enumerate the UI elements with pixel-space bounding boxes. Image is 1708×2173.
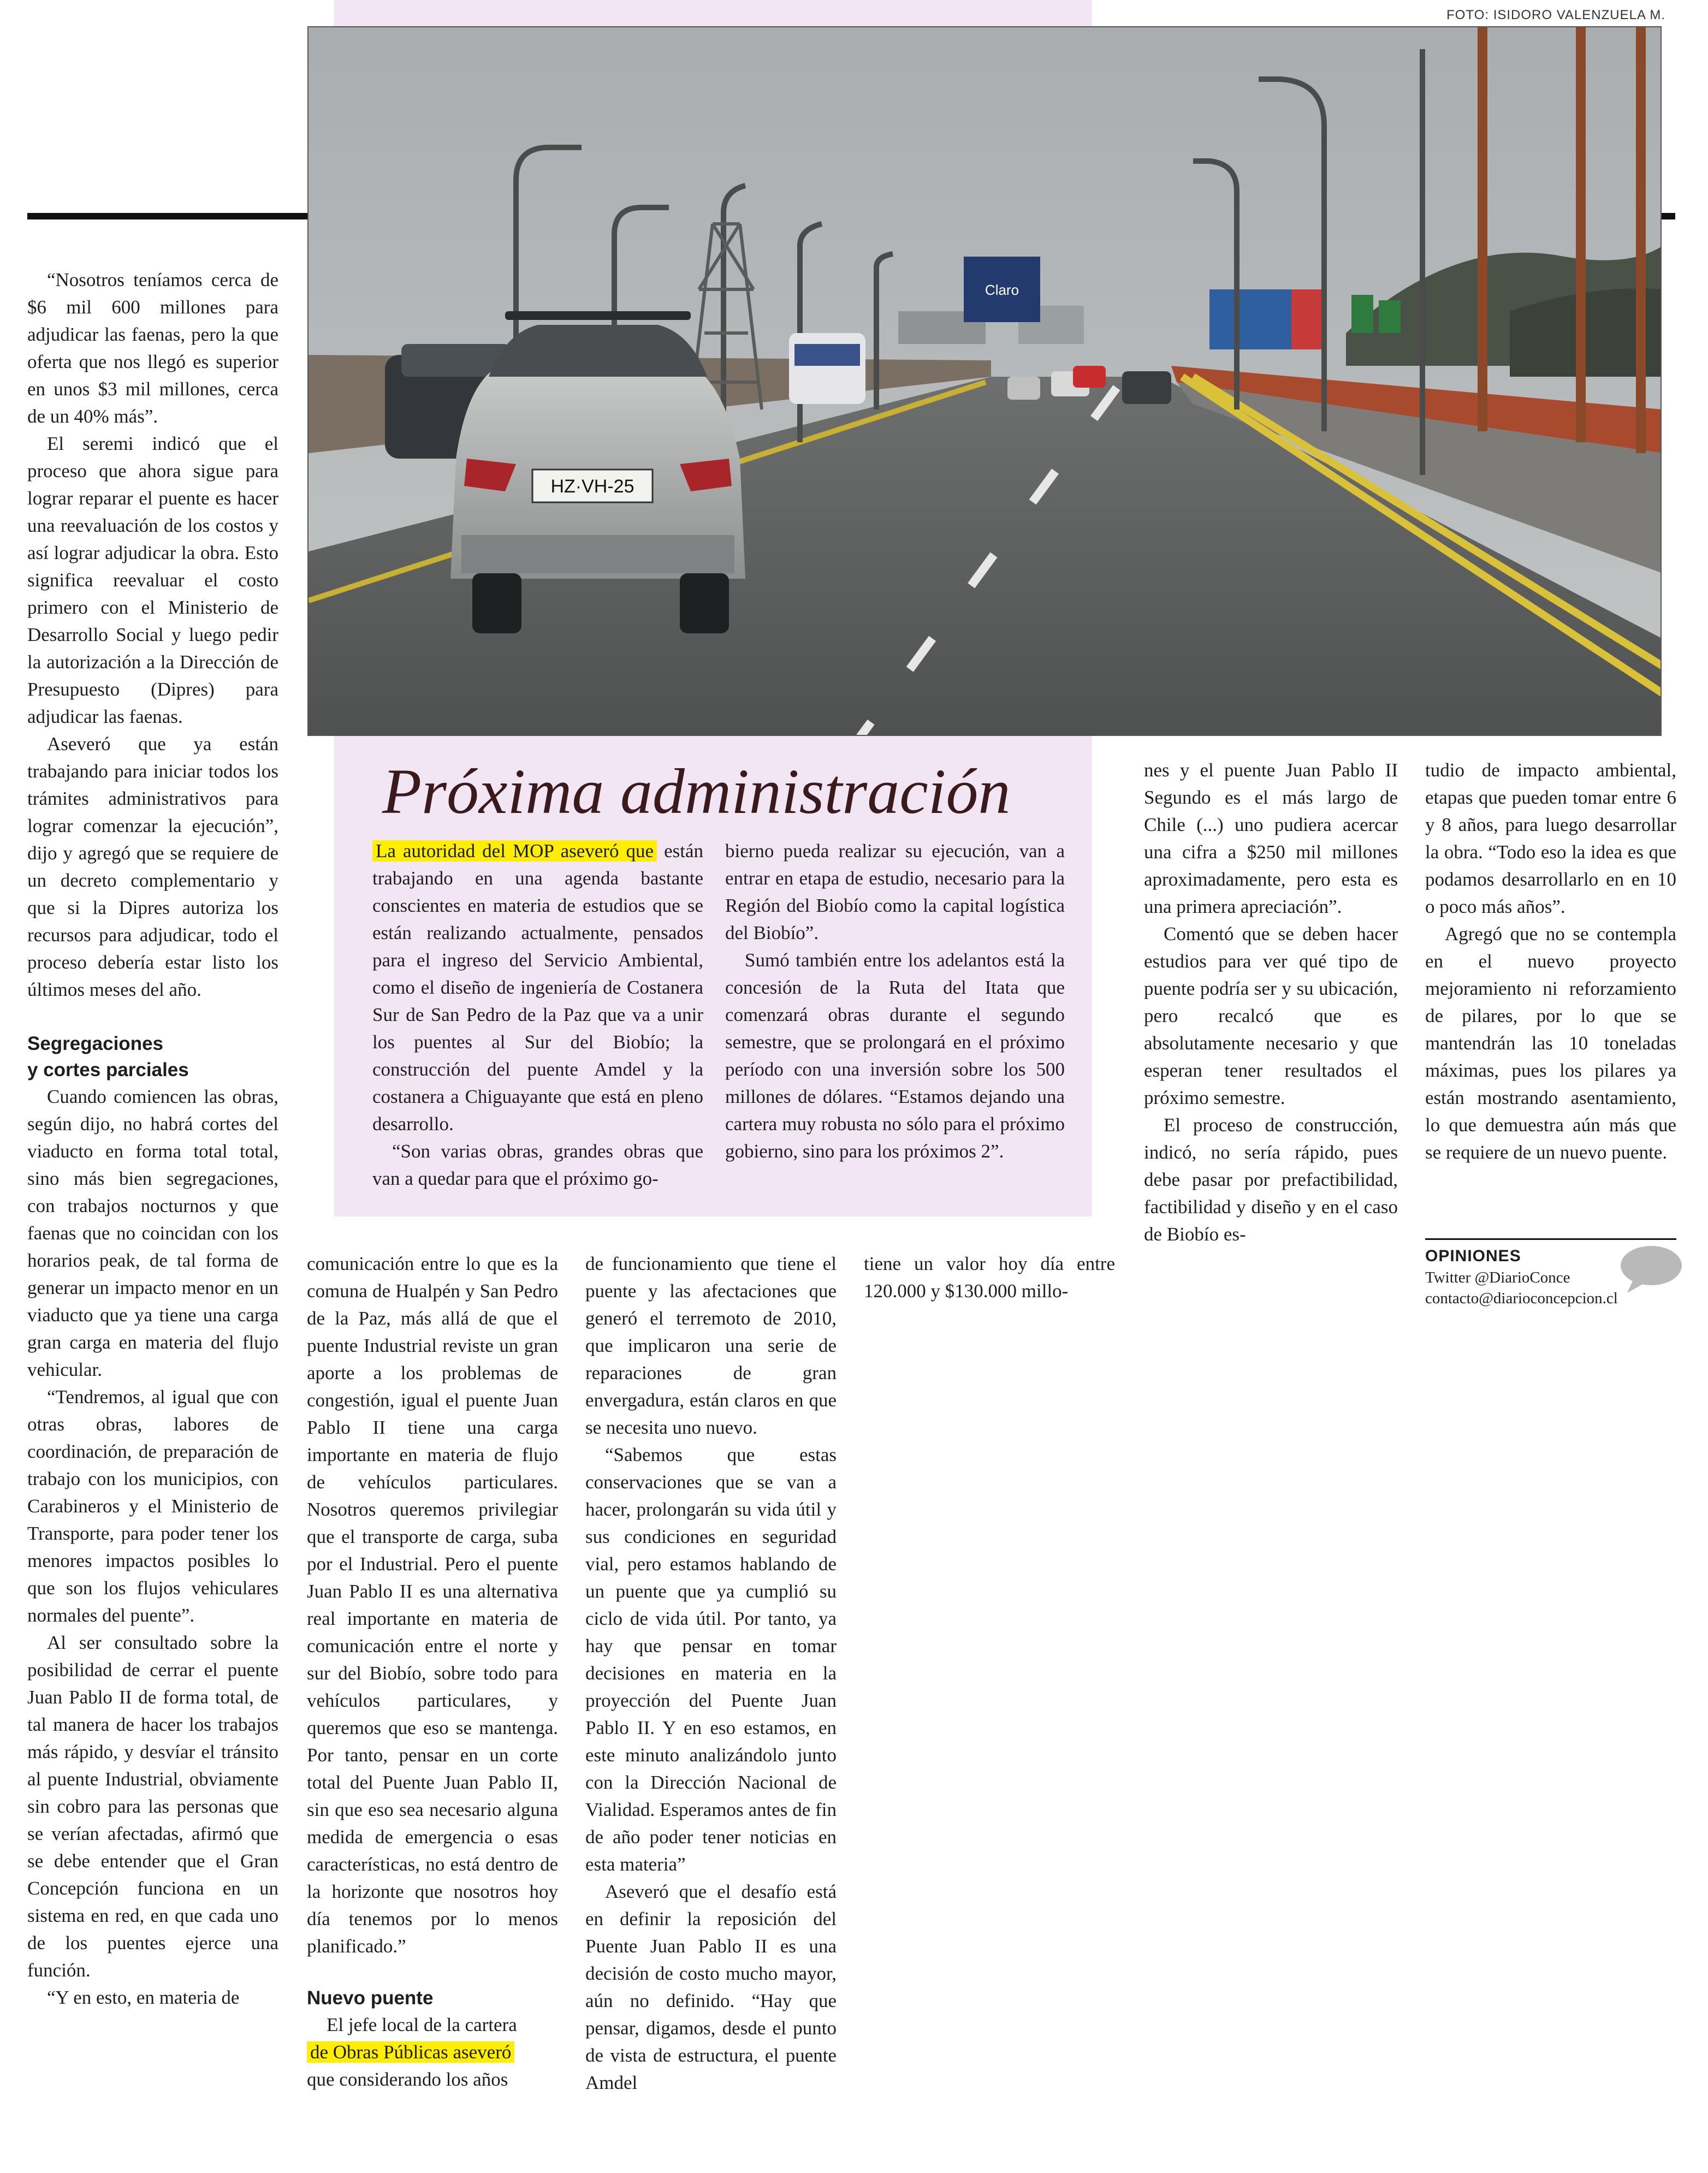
highlighted-text-2: de Obras Públicas aseveró xyxy=(307,2041,514,2063)
highlighted-text: La autoridad del MOP aseveró que xyxy=(372,840,657,862)
cole-paragraph-2: Comentó que se deben hacer estudios para ver qué tipo de puente podría ser y su ubicación, pero recalcó que es absolutamente necesario y que esperan tener resultados el próximo semestre. xyxy=(1144,923,1398,1108)
opiniones-label: OPINIONES xyxy=(1425,1247,1521,1265)
box-title: Próxima administración xyxy=(382,756,1011,827)
speech-bubble-icon xyxy=(1617,1244,1683,1294)
box-paragraph-2: “Son varias obras, grandes obras que van a quedar para que el próximo go- xyxy=(372,1141,703,1189)
photo-credit: FOTO: ISIDORO VALENZUELA M. xyxy=(1446,8,1665,22)
box-column-2 xyxy=(725,838,1065,1165)
box-paragraph-1: La autoridad del MOP aseveró que están trabajando en una agenda bastante conscientes en materia de estudios que se están realizando actualmente, pensados para el ingreso del Servicio Ambiental, como el diseño de ingeniería de Costanera Sur de San Pedro de la Paz que va a unir los puentes al Sur del Biobío; la construcción del puente Amdel y la costanera a Chiguayante que está en pleno desarrollo. xyxy=(372,840,704,1135)
colf-paragraph-1: tudio de impacto ambiental, etapas que pueden tomar entre 6 y 8 años, para luego desarrollar la obra. “Todo eso la idea es que podamos desarrollarlo en en 10 o poco más años”. xyxy=(1425,759,1676,917)
opiniones-email: contacto@diarioconcepcion.cl xyxy=(1425,1290,1618,1307)
subheading-nuevo-puente: Nuevo puente xyxy=(307,1987,434,2009)
section-rule-left xyxy=(27,213,311,219)
bridge-road-photo xyxy=(307,26,1662,736)
box-paragraph-3: bierno pueda realizar su ejecución, van a entrar en etapa de estudio, necesario para la Región del Biobío como la capital logística del Biobío”. xyxy=(725,840,1065,943)
article-column-e xyxy=(1144,757,1398,1248)
article-column-d xyxy=(864,1250,1115,1305)
left-paragraph-2: El seremi indicó que el proceso que ahora sigue para lograr reparar el puente es hacer una reevaluación de los costos y así lograr adjudicar la obra. Esto significa reevaluar el costo primero con el Ministerio de Desarrollo Social y luego pedir la autorización a la Dirección de Presupuesto (Dipres) para adjudicar las faenas. xyxy=(27,433,278,727)
opiniones-twitter: Twitter @DiarioConce xyxy=(1425,1269,1570,1286)
cold-paragraph-1: tiene un valor hoy día entre 120.000 y $130.000 millo- xyxy=(864,1253,1115,1302)
article-column-c xyxy=(585,1250,837,2097)
colb-paragraph-1: comunicación entre lo que es la comuna de Hualpén y San Pedro de la Paz, más allá de que el puente Industrial reviste un gran aporte a los problemas de congestión, igual el puente Juan Pablo II tiene una carga importante en materia de flujo de vehículos particulares. Nosotros queremos privilegiar que el transporte de carga, suba por el Industrial. Pero el puente Juan Pablo II es una alternativa real importante en materia de comunicación entre el norte y sur del Biobío, sobre todo para vehículos particulares, y queremos que eso se mantenga. Por tanto, pensar en un corte total del Puente Juan Pablo II, sin que eso sea necesario alguna medida de emergencia o esas características, no está dentro de la horizonte que nosotros hoy día tenemos por lo menos planificado.” xyxy=(307,1253,558,1957)
license-plate: HZ·VH-25 xyxy=(550,476,634,497)
article-column-b xyxy=(307,1250,558,2093)
left-paragraph-4: Cuando comiencen las obras, según dijo, no habrá cortes del viaducto en forma total total, sino más bien segregaciones, con trabajos nocturnos y que faenas que no coincidan con los horarios peak, de tal forma de generar un impacto menor en un viaducto que ya tiene una carga gran carga en materia del flujo vehicular. xyxy=(27,1086,278,1380)
left-paragraph-1: “Nosotros teníamos cerca de $6 mil 600 millones para adjudicar las faenas, pero la que oferta que nos llegó es superior en unos $3 mil millones, cerca de un 40% más”. xyxy=(27,269,278,427)
colb-paragraph-2: El jefe local de la cartera xyxy=(327,2014,517,2035)
article-column-f xyxy=(1425,757,1676,1166)
box-column-1 xyxy=(372,838,703,1192)
left-column xyxy=(27,266,278,2011)
left-paragraph-6: Al ser consultado sobre la posibilidad de cerrar el puente Juan Pablo II de forma total, de tal manera de hacer los trabajos más rápido, y desvíar el tránsito al puente Industrial, obviamente sin cobro para las personas que se verían afectadas, afirmó que se debe entender que el Gran Concepción funciona en un sistema en red, en que cada uno de los puentes ejerce una función. xyxy=(27,1632,278,1981)
opiniones-rule xyxy=(1425,1238,1676,1240)
section-rule-right xyxy=(1660,213,1675,219)
subheading-segregaciones: Segregaciones y cortes parciales xyxy=(27,1033,189,1080)
box-paragraph-4: Sumó también entre los adelantos está la concesión de la Ruta del Itata que comenzará obras durante el segundo semestre, que se prolongará en el próximo período con una inversión sobre los 500 millones de dólares. “Estamos dejando una cartera muy robusta no sólo para el próximo gobierno, sino para los próximos 2”. xyxy=(725,949,1065,1162)
left-paragraph-3: Aseveró que ya están trabajando para iniciar todos los trámites administrativos para lograr comenzar la ejecución”, dijo y agregó que se requiere de un decreto complementario y que si la Dipres autoriza los recursos para adjudicar, todo el proceso debería estar listo los últimos meses del año. xyxy=(27,733,278,1000)
colf-paragraph-2: Agregó que no se contempla en el nuevo proyecto mejoramiento ni reforzamiento de pilares, por lo que se mantendrán las 10 toneladas máximas, pues los pilares ya están mostrando asentamiento, lo que demuestra aún más que se requiere de un nuevo puente. xyxy=(1425,923,1676,1163)
left-paragraph-7: “Y en esto, en materia de xyxy=(47,1987,240,2008)
cole-paragraph-3: El proceso de construcción, indicó, no sería rápido, pues debe pasar por prefactibilidad, factibilidad y diseño y en el caso de Biobío es- xyxy=(1144,1114,1398,1245)
colb-paragraph-2-cont: de Obras Públicas aseveró que considerando los años xyxy=(307,2039,558,2093)
colc-paragraph-3: Aseveró que el desafío está en definir la reposición del Puente Juan Pablo II es una decisión de costo mucho mayor, aún no definido. “Hay que pensar, digamos, desde el punto de vista de estructura, el puente Amdel xyxy=(585,1881,837,2093)
colc-paragraph-1: de funcionamiento que tiene el puente y las afectaciones que generó el terremoto de 2010, que implicaron una serie de reparaciones de gran envergadura, están claros en que se necesita uno nuevo. xyxy=(585,1253,837,1438)
left-paragraph-5: “Tendremos, al igual que con otras obras, labores de coordinación, de preparación de trabajo con los municipios, con Carabineros y el Ministerio de Transporte, para poder tener los menores impactos posibles lo que son los flujos vehiculares normales del puente”. xyxy=(27,1386,278,1626)
colc-paragraph-2: “Sabemos que estas conservaciones que se van a hacer, prolongarán su vida útil y sus condiciones en seguridad vial, pero estamos hablando de un puente que ya cumplió su ciclo de vida útil. Por tanto, ya hay que pensar en tomar decisiones en materia en la proyección del Puente Juan Pablo II. Y en eso estamos, en este minuto analizándolo junto con la Dirección Nacional de Vialidad. Esperamos antes de fin de año poder tener noticias en esta materia” xyxy=(585,1444,837,1875)
billboard-text: Claro xyxy=(985,282,1019,298)
cole-paragraph-1: nes y el puente Juan Pablo II Segundo es el más largo de Chile (...) uno pudiera acercar una cifra a $250 mil millones aproximadamente, pero esta es una primera apreciación”. xyxy=(1144,759,1398,917)
